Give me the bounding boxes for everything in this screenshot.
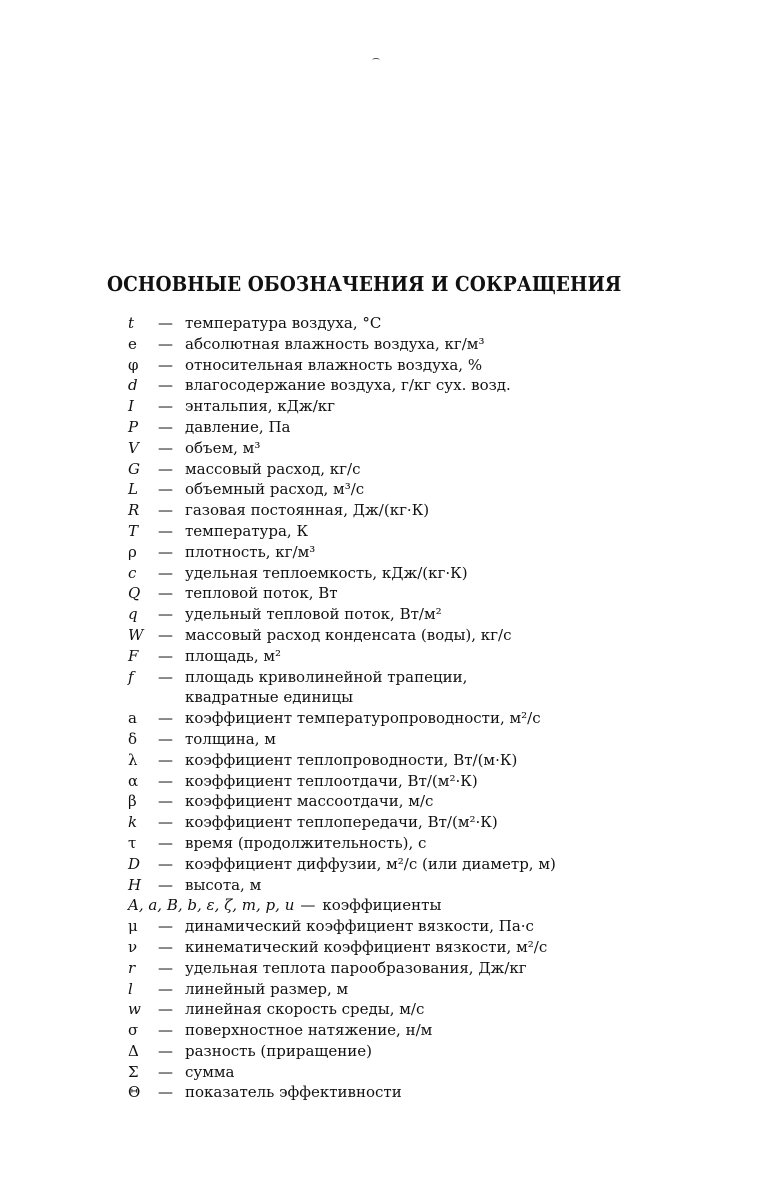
dash: — (158, 1041, 173, 1060)
description: влагосодержание воздуха, г/кг сух. возд. (185, 376, 511, 395)
description: объемный расход, м³/с (185, 480, 365, 499)
description: кинематический коэффициент вязкости, м²/с (185, 937, 548, 956)
notation-item (128, 417, 688, 438)
symbol: V (128, 438, 139, 457)
symbol: φ (128, 355, 139, 374)
dash: — (158, 646, 173, 665)
notation-list (128, 313, 688, 1103)
notation-item (128, 833, 688, 854)
description-continuation: квадратные единицы (185, 688, 354, 707)
dash: — (158, 605, 173, 624)
symbol: R (128, 501, 140, 520)
notation-item (128, 313, 688, 334)
dash: — (158, 813, 173, 832)
description: высота, м (185, 875, 262, 894)
notation-item (128, 812, 688, 833)
notation-item (128, 396, 688, 417)
symbol: H (128, 875, 142, 894)
notation-item (128, 937, 688, 958)
symbol: d (128, 376, 138, 395)
symbol: a (128, 709, 137, 728)
notation-item (128, 521, 688, 542)
dash: — (158, 750, 173, 769)
symbol: q (128, 605, 138, 624)
symbol: D (128, 854, 141, 873)
symbol: t (128, 314, 135, 332)
description: толщина, м (185, 729, 276, 748)
symbol: Δ (128, 1041, 139, 1060)
notation-item (128, 625, 688, 646)
notation-item (128, 459, 688, 480)
dash: — (158, 542, 173, 561)
symbol: Q (128, 584, 141, 603)
notation-item (128, 1041, 688, 1062)
notation-item (128, 563, 688, 584)
dash: — (158, 459, 173, 478)
dash: — (158, 958, 173, 977)
dash: — (158, 376, 173, 395)
page-top-mark (372, 58, 380, 62)
notation-item (128, 999, 688, 1020)
notation-item (128, 334, 688, 355)
description: линейный размер, м (185, 979, 349, 998)
notation-item (128, 875, 688, 896)
notation-item (128, 771, 688, 792)
description: давление, Па (185, 417, 291, 436)
description: сумма (185, 1062, 235, 1081)
symbol: l (128, 979, 133, 998)
description: коэффициент теплопередачи, Вт/(м²·К) (185, 813, 498, 832)
dash: — (158, 584, 173, 603)
symbol: I (128, 397, 134, 416)
dash: — (158, 937, 173, 956)
dash: — (158, 833, 173, 852)
symbol: T (128, 521, 139, 540)
symbol: k (128, 813, 138, 832)
symbol: W (128, 625, 144, 644)
description: тепловой поток, Вт (185, 584, 338, 603)
page-title: ОСНОВНЫЕ ОБОЗНАЧЕНИЯ И СОКРАЩЕНИЯ (107, 272, 622, 296)
description: поверхностное натяжение, н/м (185, 1021, 433, 1040)
description: абсолютная влажность воздуха, кг/м³ (185, 334, 485, 353)
notation-item (128, 604, 688, 625)
dash: — (158, 792, 173, 811)
notation-item (128, 1020, 688, 1041)
description: объем, м³ (185, 438, 261, 457)
dash: — (158, 355, 173, 374)
dash: — (158, 397, 173, 416)
notation-item (128, 708, 688, 729)
dash: — (300, 896, 316, 915)
dash: — (158, 1021, 173, 1040)
dash: — (158, 917, 173, 936)
symbol: Σ (128, 1062, 139, 1081)
description: коэффициент массоотдачи, м/с (185, 792, 434, 811)
dash: — (158, 501, 173, 520)
symbol: δ (128, 729, 138, 748)
notation-item (128, 916, 688, 937)
notation-item (128, 895, 688, 916)
symbol: β (128, 792, 137, 811)
dash: — (158, 1000, 173, 1019)
dash: — (158, 625, 173, 644)
symbol: ν (128, 937, 138, 956)
dash: — (158, 729, 173, 748)
dash: — (158, 563, 173, 582)
symbol: w (128, 1000, 141, 1019)
notation-item (128, 542, 688, 563)
description: удельный тепловой поток, Вт/м² (185, 605, 442, 624)
notation-item (128, 791, 688, 812)
description: коэффициент теплопроводности, Вт/(м·К) (185, 750, 518, 769)
symbol: F (128, 646, 139, 665)
description: коэффициент теплоотдачи, Вт/(м²·К) (185, 771, 478, 790)
symbol: μ (128, 917, 138, 936)
symbol: f (128, 667, 134, 686)
notation-item (128, 854, 688, 875)
dash: — (158, 979, 173, 998)
description: удельная теплоемкость, кДж/(кг·К) (185, 563, 468, 582)
notation-item (128, 1082, 688, 1103)
notation-item (128, 979, 688, 1000)
description: коэффициент диффузии, м²/с (или диаметр, м) (185, 854, 556, 873)
symbol: Θ (128, 1083, 141, 1102)
notation-item (128, 646, 688, 667)
dash: — (158, 417, 173, 436)
description: температура, К (185, 521, 309, 540)
description: газовая постоянная, Дж/(кг·К) (185, 501, 430, 520)
symbol: L (128, 480, 138, 499)
notation-item (128, 355, 688, 376)
symbol: ρ (128, 542, 137, 561)
description: коэффициенты (322, 896, 442, 915)
description: разность (приращение) (185, 1041, 372, 1060)
description: массовый расход, кг/с (185, 459, 361, 478)
dash: — (158, 667, 173, 686)
symbol: r (128, 958, 136, 977)
dash: — (158, 438, 173, 457)
symbol: c (128, 563, 137, 582)
notation-item (128, 375, 688, 396)
description: энтальпия, кДж/кг (185, 397, 335, 416)
dash: — (158, 854, 173, 873)
dash: — (158, 709, 173, 728)
description: площадь, м² (185, 646, 282, 665)
symbol: α (128, 771, 139, 790)
description: линейная скорость среды, м/с (185, 1000, 425, 1019)
description: динамический коэффициент вязкости, Па·с (185, 917, 534, 936)
symbol: τ (128, 833, 137, 852)
notation-item (128, 583, 688, 604)
notation-item (128, 500, 688, 521)
dash: — (158, 480, 173, 499)
symbol: G (128, 459, 140, 478)
description: относительная влажность воздуха, % (185, 355, 483, 374)
dash: — (158, 521, 173, 540)
notation-item (128, 1062, 688, 1083)
notation-item (128, 438, 688, 459)
notation-item (128, 958, 688, 979)
description: массовый расход конденсата (воды), кг/с (185, 625, 512, 644)
dash: — (158, 314, 173, 332)
symbol: A, a, B, b, ε, ζ, m, p, u (128, 896, 295, 915)
symbol: P (128, 417, 139, 436)
notation-item (128, 667, 688, 688)
description: температура воздуха, °С (185, 314, 382, 332)
symbol: λ (128, 750, 138, 769)
dash: — (158, 334, 173, 353)
symbol: e (128, 334, 137, 353)
dash: — (158, 875, 173, 894)
notation-item (128, 479, 688, 500)
description: удельная теплота парообразования, Дж/кг (185, 958, 527, 977)
description: коэффициент температуропроводности, м²/с (185, 709, 541, 728)
description: время (продолжительность), с (185, 833, 427, 852)
dash: — (158, 1083, 173, 1102)
dash: — (158, 1062, 173, 1081)
description: показатель эффективности (185, 1083, 402, 1102)
description: площадь криволинейной трапеции, (185, 667, 468, 686)
notation-item (128, 729, 688, 750)
notation-item (128, 750, 688, 771)
description: плотность, кг/м³ (185, 542, 316, 561)
dash: — (158, 771, 173, 790)
symbol: σ (128, 1021, 139, 1040)
